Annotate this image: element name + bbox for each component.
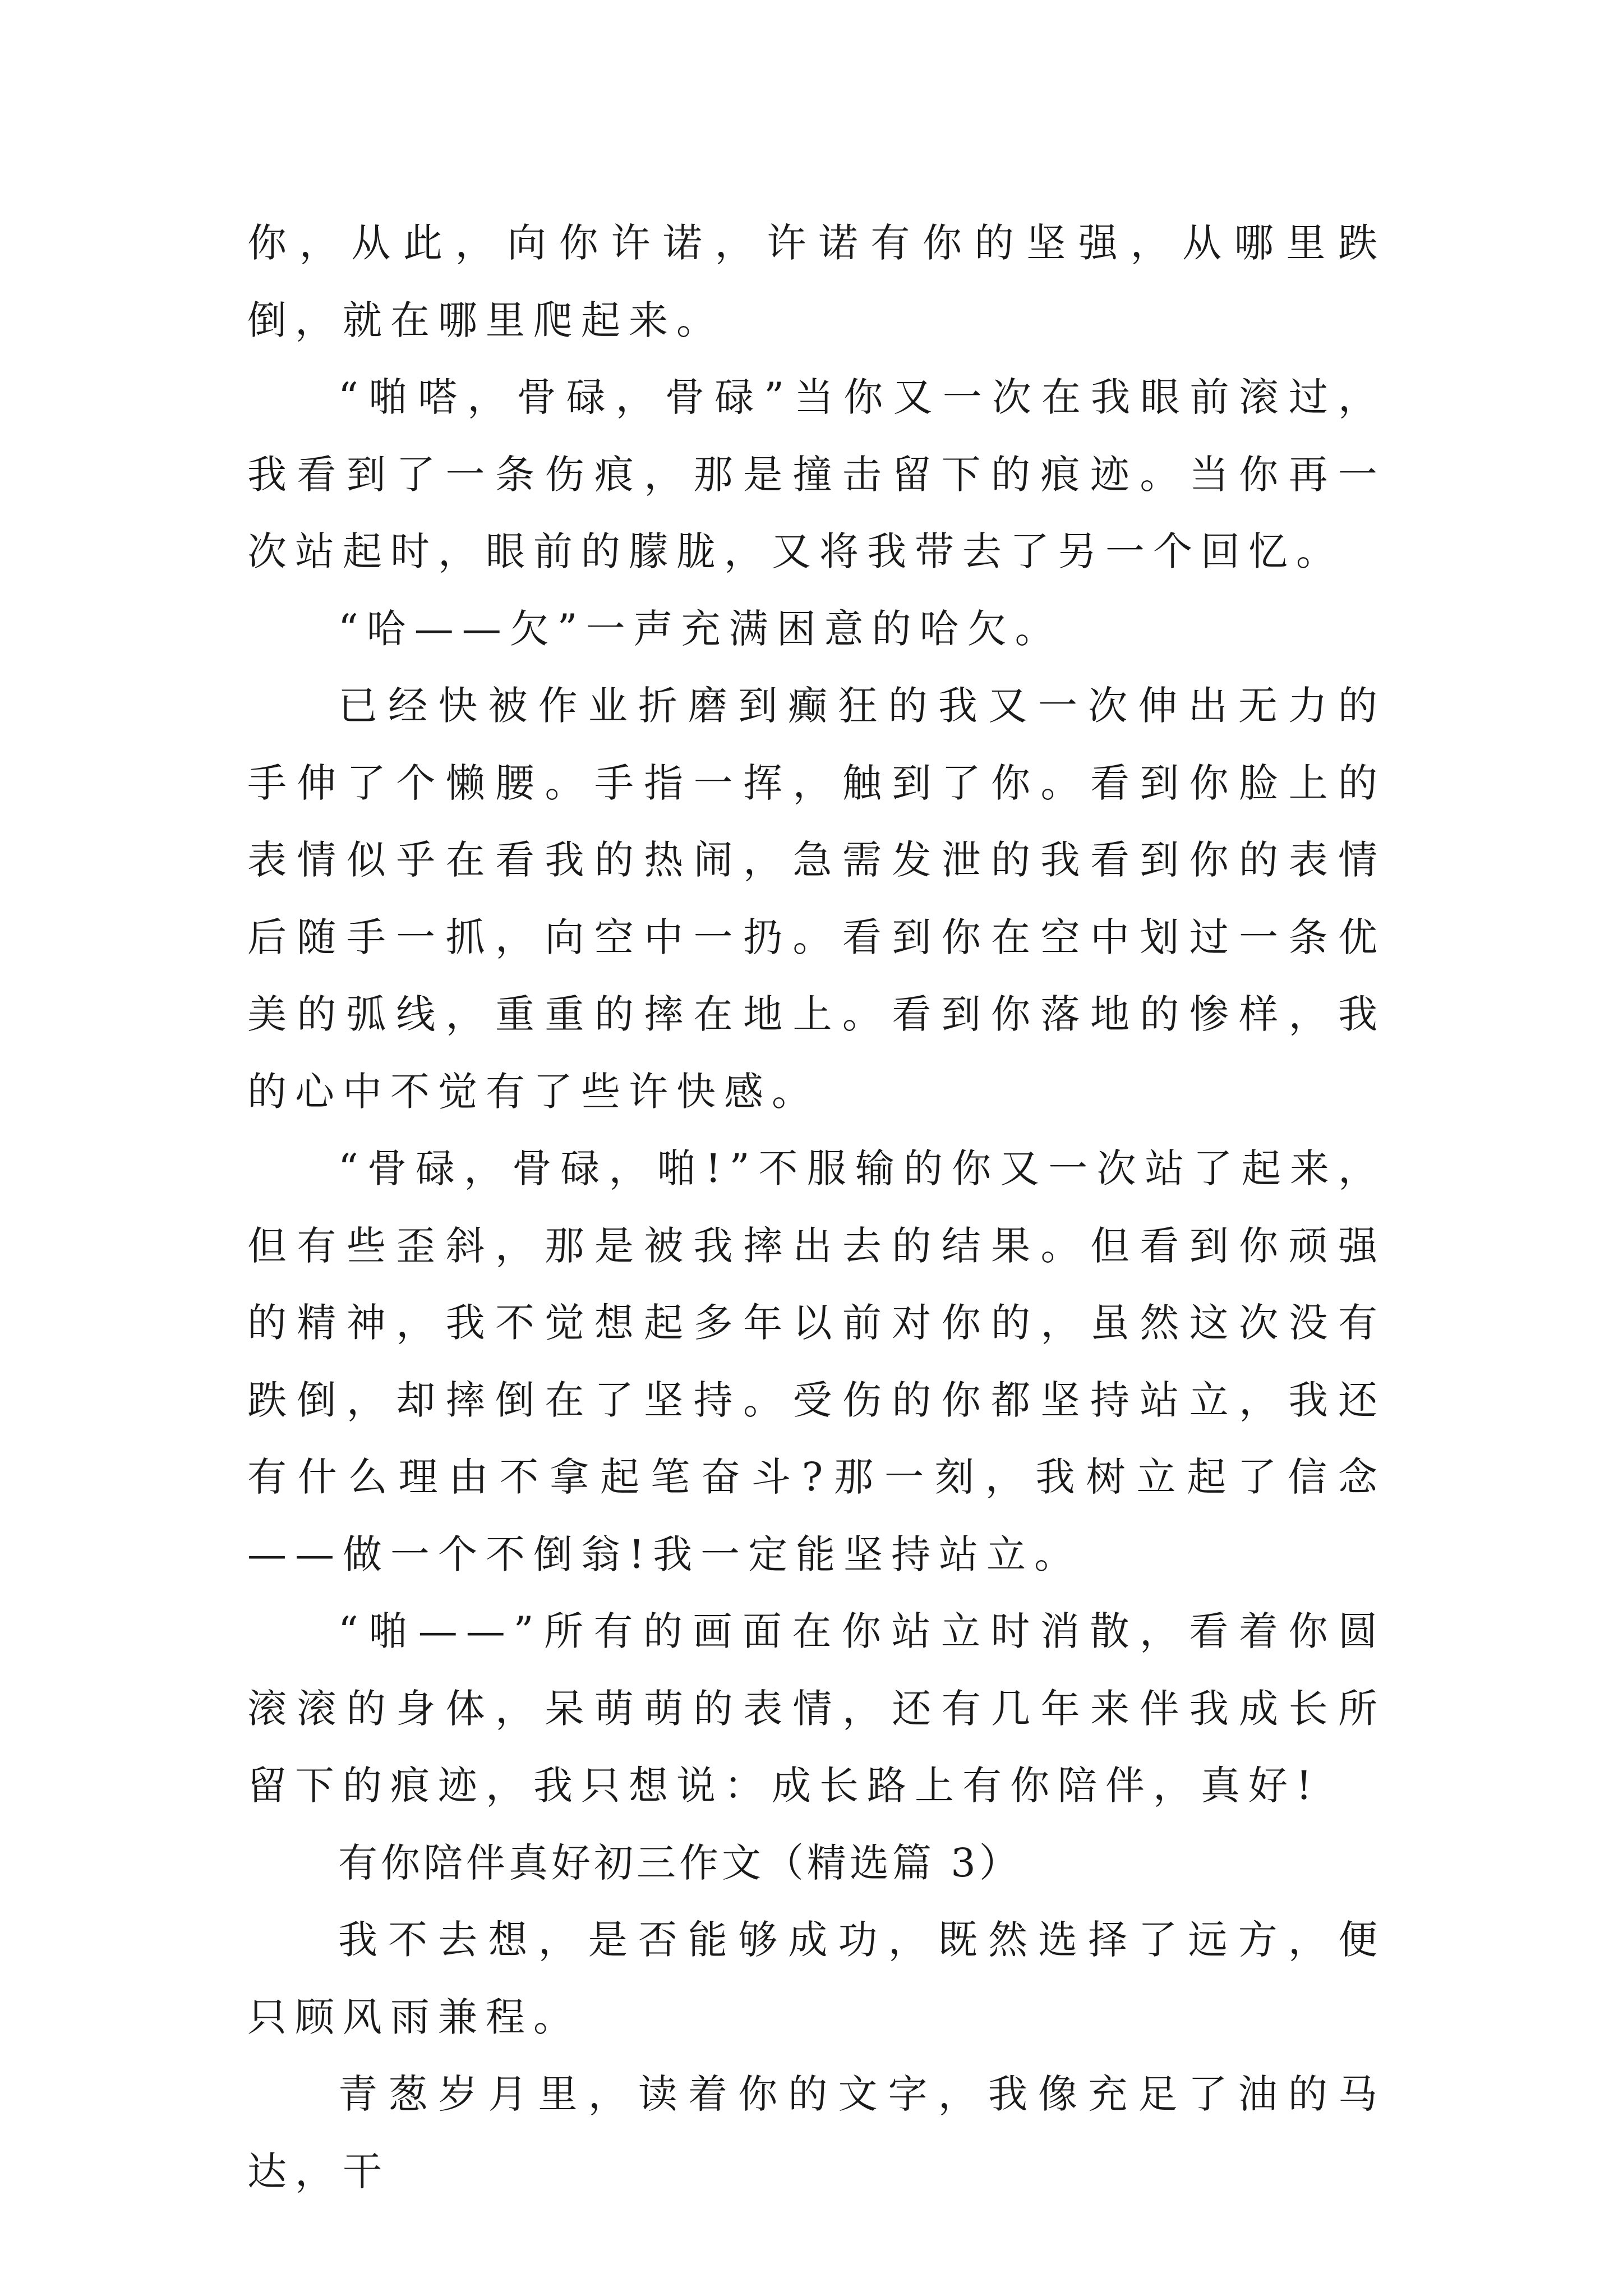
paragraph: “骨碌，骨碌，啪!”不服输的你又一次站了起来，但有些歪斜，那是被我摔出去的结果。但看到你顽强的精神，我不觉想起多年以前对你的，虽然这次没有跌倒，却摔倒在了坚持。受伤的你都坚持站立，我还有什么理由不拿起笔奋斗?那一刻，我树立起了信念——做一个不倒翁!我一定能坚持站立。 bbox=[247, 1145, 1386, 1577]
paragraph: 已经快被作业折磨到癫狂的我又一次伸出无力的手伸了个懒腰。手指一挥，触到了你。看到你脸上的表情似乎在看我的热闹，急需发泄的我看到你的表情后随手一抓，向空中一扔。看到你在空中划过一条优美的弧线，重重的摔在地上。看到你落地的惨样，我的心中不觉有了些许快感。 bbox=[247, 683, 1386, 1115]
paragraph: “啪嗒，骨碌，骨碌”当你又一次在我眼前滚过，我看到了一条伤痕，那是撞击留下的痕迹。当你再一次站起时，眼前的朦胧，又将我带去了另一个回忆。 bbox=[247, 374, 1386, 574]
section-heading: 有你陪伴真好初三作文（精选篇 3） bbox=[338, 1839, 1022, 1886]
body-text bbox=[247, 205, 1386, 2210]
paragraph: 我不去想，是否能够成功，既然选择了远方，便只顾风雨兼程。 bbox=[247, 1917, 1386, 2040]
paragraph: “啪——”所有的画面在你站立时消散，看着你圆滚滚的身体，呆萌萌的表情，还有几年来伴我成长所留下的痕迹，我只想说：成长路上有你陪伴，真好! bbox=[247, 1608, 1386, 1809]
paragraph: “哈——欠”一声充满困意的哈欠。 bbox=[338, 605, 1063, 652]
paragraph: 青葱岁月里，读着你的文字，我像充足了油的马达，干 bbox=[247, 2071, 1386, 2194]
paragraph: 你，从此，向你许诺，许诺有你的坚强，从哪里跌倒，就在哪里爬起来。 bbox=[247, 220, 1386, 343]
